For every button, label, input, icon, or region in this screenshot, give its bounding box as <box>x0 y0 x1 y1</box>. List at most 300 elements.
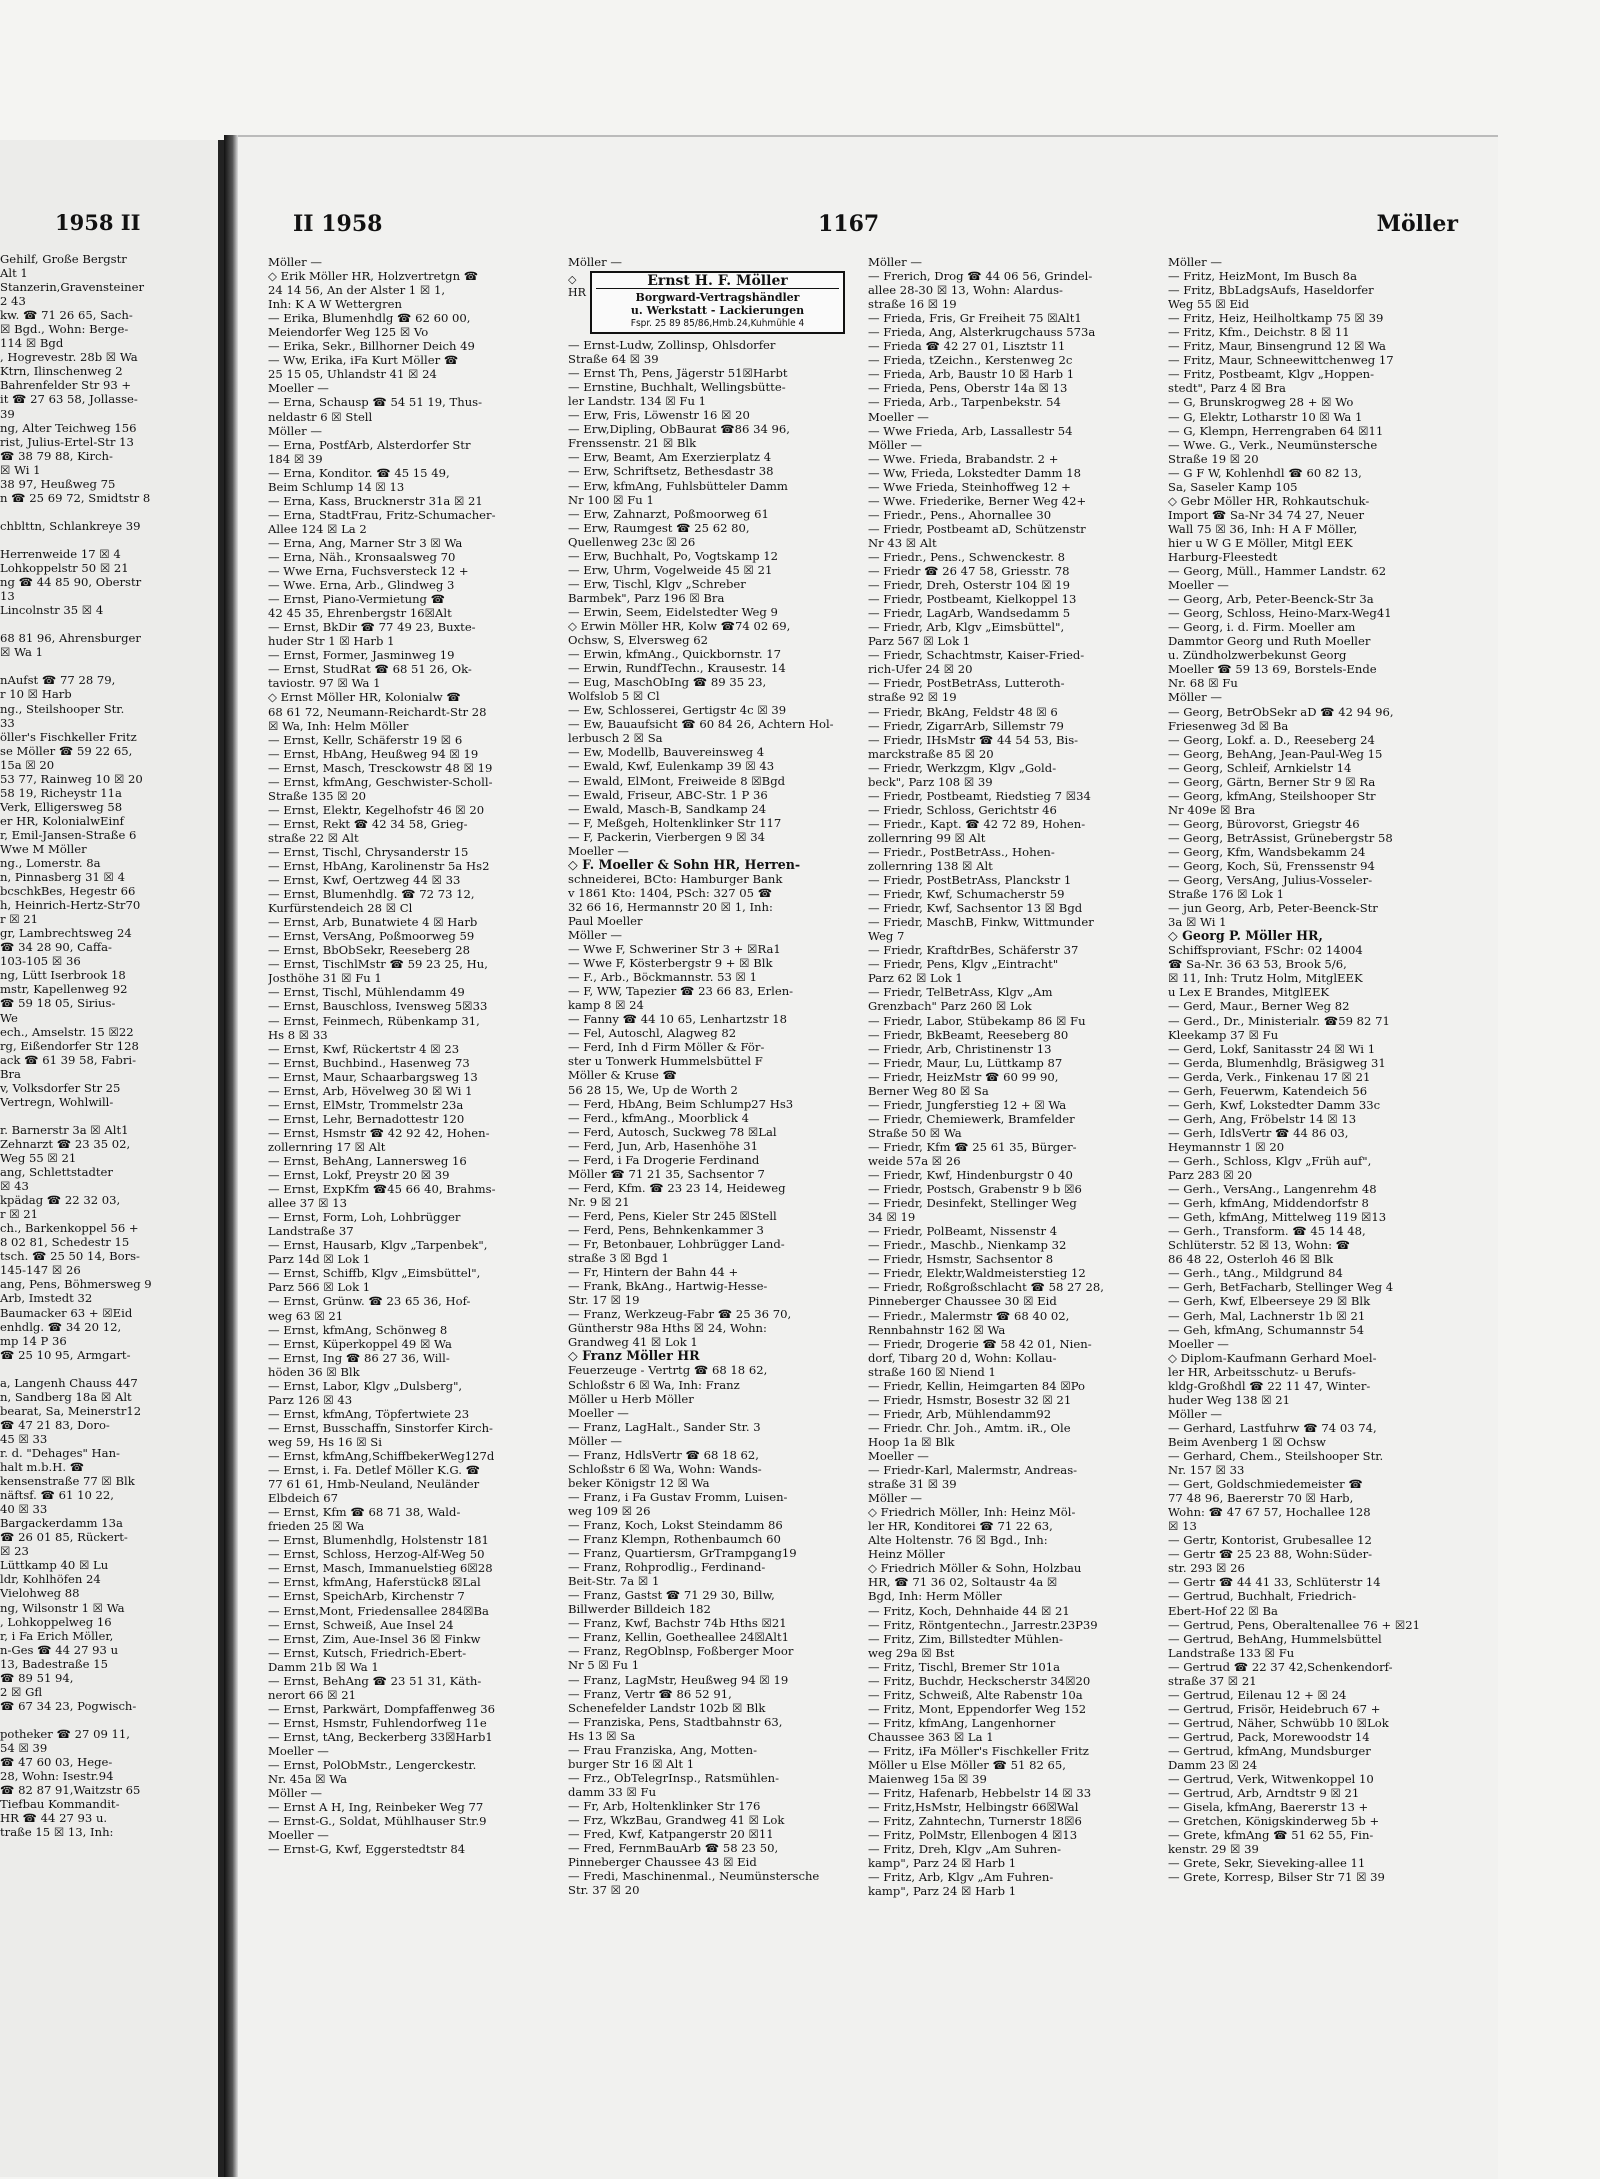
left-page <box>0 140 224 2177</box>
directory-entry-line: — Ferd, Autosch, Suckweg 78 ☒Lal <box>568 1124 777 1139</box>
directory-entry-line <box>0 659 212 673</box>
directory-entry-line: enhdlg. ☎ 34 20 12, <box>0 1319 122 1334</box>
directory-entry-line: We <box>0 1010 18 1025</box>
directory-entry-line: ster u Tonwerk Hummelsbüttel F <box>568 1054 763 1069</box>
directory-entry-line: 103-105 ☒ 36 <box>0 954 81 969</box>
directory-entry-line: — Ernst, Maur, Schaarbargsweg 13 <box>268 1069 478 1084</box>
directory-entry-line: — Ernst, Schweiß, Aue Insel 24 <box>268 1617 454 1632</box>
directory-entry-line: ng., Steilshooper Str. <box>0 701 125 716</box>
directory-entry-line: — Georg, Schloss, Heino-Marx-Weg41 <box>1168 606 1392 621</box>
directory-entry-line: — Ernst, Lokf, Preystr 20 ☒ 39 <box>268 1168 450 1183</box>
directory-entry-line: höden 36 ☒ Blk <box>268 1364 360 1379</box>
directory-entry-line: — Fred, Kwf, Katpangerstr 20 ☒11 <box>568 1827 774 1842</box>
directory-entry-line: Allee 124 ☒ La 2 <box>268 521 367 536</box>
directory-entry-line: ang, Pens, Böhmersweg 9 <box>0 1277 152 1292</box>
directory-entry-line: — Ernst, Kutsch, Friedrich-Ebert- <box>268 1645 467 1660</box>
directory-entry-line: ang, Schlettstadter <box>0 1165 113 1180</box>
directory-entry-line: 114 ☒ Bgd <box>0 336 64 351</box>
directory-entry-line: Alt 1 <box>0 266 28 281</box>
directory-entry-line: Dammtor Georg und Ruth Moeller <box>1168 634 1371 649</box>
directory-entry-line: — Georg, kfmAng, Steilshooper Str <box>1168 788 1376 803</box>
directory-entry-line: — Friedr, Postbeamt, Riedstieg 7 ☒34 <box>868 788 1091 803</box>
directory-entry-line: — Friedr, Schachtmstr, Kaiser-Fried- <box>868 648 1085 663</box>
directory-entry-line: — Fel, Autoschl, Alagweg 82 <box>568 1026 737 1041</box>
directory-entry-line: — Ferd, i Fa Drogerie Ferdinand <box>568 1152 760 1167</box>
directory-entry-line: — Ernst, Blumenhdlg. ☎ 72 73 12, <box>268 887 475 902</box>
directory-entry-line: 8 02 81, Schedestr 15 <box>0 1235 130 1250</box>
directory-entry-line: — Gerh, Kwf, Elbeerseye 29 ☒ Blk <box>1168 1294 1371 1309</box>
directory-entry-line: Rennbahnstr 162 ☒ Wa <box>868 1322 1006 1337</box>
directory-entry-line: Quellenweg 23c ☒ 26 <box>568 534 696 549</box>
directory-entry-line: — Friedr, PolBeamt, Nissenstr 4 <box>868 1224 1058 1239</box>
directory-entry-line: Möller — <box>268 423 322 438</box>
directory-entry-line: Parz 567 ☒ Lok 1 <box>868 634 971 649</box>
directory-column-2 <box>568 255 855 2155</box>
directory-entry-line: ☒ Wi 1 <box>0 462 41 477</box>
directory-entry-line: — Ewald, Masch-B, Sandkamp 24 <box>568 801 767 816</box>
directory-entry-line: straße 16 ☒ 19 <box>868 297 957 312</box>
directory-entry-line: n ☎ 25 69 72, Smidtstr 8 <box>0 490 151 505</box>
directory-entry-line: ◇ Erwin Möller HR, Kolw ☎74 02 69, <box>568 618 791 633</box>
directory-entry-line: — Ernst, Buchbind., Hasenweg 73 <box>268 1055 470 1070</box>
directory-entry-line: — Ernst, Hsmstr, Fuhlendorfweg 11e <box>268 1715 487 1730</box>
directory-entry-line: , Lohkoppelweg 16 <box>0 1614 112 1629</box>
directory-entry-line: 58 19, Richeystr 11a <box>0 785 122 800</box>
directory-entry-line: — Ernst, Kellr, Schäferstr 19 ☒ 6 <box>268 732 463 747</box>
directory-entry-line: kamp 8 ☒ 24 <box>568 998 644 1013</box>
directory-entry-line: — Gert, Goldschmiedemeister ☎ <box>1168 1477 1363 1492</box>
directory-entry-line: — Franz, HdlsVertr ☎ 68 18 62, <box>568 1447 759 1462</box>
directory-entry-line: — Erw, Fris, Löwenstr 16 ☒ 20 <box>568 408 750 423</box>
directory-entry-line: — Fritz, Maur, Schneewittchenweg 17 <box>1168 353 1394 368</box>
directory-entry-line: — Ernst, Form, Loh, Lohbrügger <box>268 1210 461 1225</box>
directory-entry-line: Str. 17 ☒ 19 <box>568 1293 640 1308</box>
directory-entry-line: ler HR, Konditorei ☎ 71 22 63, <box>868 1519 1053 1534</box>
directory-entry-line: Weg 55 ☒ Eid <box>1168 297 1250 312</box>
directory-entry-line: Parz 566 ☒ Lok 1 <box>268 1280 371 1295</box>
directory-entry-line: — Friedr-Karl, Malermstr, Andreas- <box>868 1463 1078 1478</box>
directory-entry-line: — Friedr, Schloss, Gerichtstr 46 <box>868 802 1057 817</box>
directory-entry-line: — Franz, RegOblnsp, Foßberger Moor <box>568 1644 794 1659</box>
directory-entry-line: Maienweg 15a ☒ 39 <box>868 1772 987 1787</box>
directory-entry-line: beker Königstr 12 ☒ Wa <box>568 1475 710 1490</box>
directory-entry-line: ☎ 82 87 91,Waitzstr 65 <box>0 1783 141 1798</box>
directory-entry-line: weg 63 ☒ 21 <box>268 1308 344 1323</box>
directory-entry-line: Arb, Imstedt 32 <box>0 1291 93 1306</box>
directory-entry-line: — Fritz, HeizMont, Im Busch 8a <box>1168 269 1357 284</box>
directory-entry-line: — Fritz, Kfm., Deichstr. 8 ☒ 11 <box>1168 325 1350 340</box>
directory-entry-line: — Frieda, Arb, Baustr 10 ☒ Harb 1 <box>868 367 1075 382</box>
directory-entry-line: ng ☎ 44 85 90, Oberstr <box>0 575 142 590</box>
ad-title: Ernst H. F. Möller <box>596 275 839 289</box>
directory-entry-line: n, Sandberg 18a ☒ Alt <box>0 1389 132 1404</box>
directory-entry-line: ler HR, Arbeitsschutz- u Berufs- <box>1168 1364 1356 1379</box>
directory-entry-line: — Gerh, kfmAng, Middendorfstr 8 <box>1168 1196 1369 1211</box>
directory-entry-line: — Ernst, Küperkoppel 49 ☒ Wa <box>268 1336 452 1351</box>
directory-entry-line: — Friedr, BkBeamt, Reeseberg 80 <box>868 1027 1069 1042</box>
directory-entry-line: Damm 23 ☒ 24 <box>1168 1758 1258 1773</box>
directory-entry-line: Nr. 9 ☒ 21 <box>568 1194 630 1209</box>
directory-entry-line: Möller — <box>1168 1406 1222 1421</box>
directory-entry-line: — Friedr, ZigarrArb, Sillemstr 79 <box>868 718 1064 733</box>
directory-entry-line: r. Barnerstr 3a ☒ Alt1 <box>0 1122 129 1137</box>
directory-entry-line: straße 160 ☒ Niend 1 <box>868 1364 996 1379</box>
directory-entry-line: — Ernst, BehAng, Lannersweg 16 <box>268 1154 467 1168</box>
directory-entry-line: — Gertrud, kfmAng, Mundsburger <box>1168 1743 1371 1758</box>
directory-entry-line: Schlüterstr. 52 ☒ 13, Wohn: ☎ <box>1168 1238 1351 1253</box>
directory-entry-line: Schenefelder Landstr 102b ☒ Blk <box>568 1700 766 1715</box>
directory-entry-line: str. 293 ☒ 26 <box>1168 1561 1245 1576</box>
directory-entry-line: — Friedr, MaschB, Finkw, Wittmunder <box>868 915 1094 930</box>
directory-entry-line: — Ernst, Tischl, Chrysanderstr 15 <box>268 844 469 859</box>
directory-entry-line: 33 <box>0 715 15 730</box>
directory-entry-line: ☒ Wa 1 <box>0 645 43 660</box>
directory-entry-line: — Franz, i Fa Gustav Fromm, Luisen- <box>568 1489 788 1504</box>
directory-entry-line: — Ernst-G., Soldat, Mühlhauser Str.9 <box>268 1814 487 1829</box>
directory-entry-line: — Ernstine, Buchhalt, Wellingsbütte- <box>568 380 786 395</box>
directory-entry-line: — Gretchen, Königskinderweg 5b + <box>1168 1814 1380 1829</box>
directory-entry-line: — Friedr, Postsch, Grabenstr 9 b ☒6 <box>868 1182 1082 1197</box>
directory-entry-line: — Ewald, Friseur, ABC-Str. 1 P 36 <box>568 787 768 802</box>
directory-entry-line: — Ernst, BkDir ☎ 77 49 23, Buxte- <box>268 620 476 635</box>
directory-entry-line: mp 14 P 36 <box>0 1333 67 1348</box>
directory-entry-line: — Georg, Müll., Hammer Landstr. 62 <box>1168 564 1387 579</box>
directory-entry-line: — Franz, Koch, Lokst Steindamm 86 <box>568 1517 783 1532</box>
directory-entry-line: Wolfslob 5 ☒ Cl <box>568 689 660 704</box>
directory-entry-line: r, i Fa Erich Möller, <box>0 1628 114 1643</box>
directory-entry-line: Stanzerin,Gravensteiner <box>0 280 144 295</box>
directory-entry-line: Verk, Elligersweg 58 <box>0 799 123 814</box>
directory-entry-line: ☎ 47 21 83, Doro- <box>0 1417 110 1432</box>
directory-entry-line: ◇ F. Moeller & Sohn HR, Herren- <box>568 857 801 872</box>
directory-entry-line: ng, Alter Teichweg 156 <box>0 420 137 435</box>
directory-entry-line: damm 33 ☒ Fu <box>568 1784 657 1799</box>
directory-entry-line: ◇ Franz Möller HR <box>568 1349 700 1364</box>
directory-entry-line: Nr. 157 ☒ 33 <box>1168 1463 1245 1478</box>
directory-entry-line: ☒ Bgd., Wohn: Berge- <box>0 322 129 337</box>
directory-entry-line: Frenssenstr. 21 ☒ Blk <box>568 436 697 451</box>
directory-entry-line: Möller ☎ 71 21 35, Sachsentor 7 <box>568 1166 765 1181</box>
directory-entry-line: — Ernst, Lehr, Bernadottestr 120 <box>268 1111 465 1126</box>
directory-entry-line: — Grete, kfmAng ☎ 51 62 55, Fin- <box>1168 1828 1374 1843</box>
directory-entry-line: — Gisela, kfmAng, Baererstr 13 + <box>1168 1800 1369 1815</box>
directory-entry-line: — Friedr, PostBetrAss, Planckstr 1 <box>868 873 1072 888</box>
advertisement-box <box>568 271 855 334</box>
directory-entry-line: r 10 ☒ Harb <box>0 687 72 702</box>
directory-entry-line: — Gerda, Verk., Finkenau 17 ☒ 21 <box>1168 1069 1371 1084</box>
directory-entry-line: Lüttkamp 40 ☒ Lu <box>0 1558 109 1573</box>
directory-entry-line: — Georg, Arb, Peter-Beenck-Str 3a <box>1168 592 1374 607</box>
directory-entry-line: — Erw,Dipling, ObBaurat ☎86 34 96, <box>568 422 790 437</box>
directory-entry-line: — Erw, Beamt, Am Exerzierplatz 4 <box>568 450 772 465</box>
directory-column-1 <box>268 255 555 2155</box>
directory-entry-line: nerort 66 ☒ 21 <box>268 1687 357 1702</box>
directory-entry-line: 3a ☒ Wi 1 <box>1168 915 1227 930</box>
directory-entry-line: ◇ Georg P. Möller HR, <box>1168 929 1323 944</box>
directory-entry-line: ☒ 11, Inh: Trutz Holm, MitglEEK <box>1168 971 1363 986</box>
directory-entry-line: — Erw, Zahnarzt, Poßmoorweg 61 <box>568 506 769 521</box>
directory-entry-line: — Fritz, Mont, Eppendorfer Weg 152 <box>868 1701 1087 1716</box>
directory-entry-line: ◇ Friedrich Möller & Sohn, Holzbau <box>868 1561 1082 1576</box>
directory-entry-line: — Friedr., Pens., Ahornallee 30 <box>868 507 1052 522</box>
ad-address: Fspr. 25 89 85/86,Hmb.24,Kuhmühle 4 <box>630 318 805 330</box>
directory-entry-line: — Friedr, Hsmstr, Sachsentor 8 <box>868 1252 1054 1267</box>
directory-entry-line: — Ernst, Elektr, Kegelhofstr 46 ☒ 20 <box>268 802 485 817</box>
directory-entry-line: — Fritz, PolMstr, Ellenbogen 4 ☒13 <box>868 1828 1078 1843</box>
directory-entry-line: — F, Packerin, Vierbergen 9 ☒ 34 <box>568 829 765 844</box>
directory-entry-line <box>0 505 212 519</box>
directory-entry-line: Meiendorfer Weg 125 ☒ Vo <box>268 325 429 340</box>
directory-entry-line: — Erna, StadtFrau, Fritz-Schumacher- <box>268 507 496 522</box>
directory-entry-line: ☎ Sa-Nr. 36 63 53, Brook 5/6, <box>1168 957 1347 972</box>
directory-entry-line: ☒ Wa, Inh: Helm Möller <box>268 718 409 733</box>
directory-entry-line: — Wwe F, Schweriner Str 3 + ☒Ra1 <box>568 942 781 957</box>
directory-entry-line: — Franz, Kellin, Goetheallee 24☒Alt1 <box>568 1630 789 1645</box>
directory-entry-line: — Friedr, Werkzgm, Klgv „Gold- <box>868 760 1057 775</box>
directory-entry-line: Güntherstr 98a Hths ☒ 24, Wohn: <box>568 1321 767 1336</box>
directory-entry-line: — Gertrud, Pack, Morewoodstr 14 <box>1168 1729 1370 1744</box>
directory-column-4 <box>1168 255 1455 2155</box>
directory-entry-line: Wall 75 ☒ 36, Inh: H A F Möller, <box>1168 521 1358 536</box>
directory-entry-line: — Friedr, KraftdrBes, Schäferstr 37 <box>868 943 1079 958</box>
directory-entry-line: halt m.b.H. ☎ <box>0 1460 85 1475</box>
directory-entry-line: stedt", Parz 4 ☒ Bra <box>1168 381 1286 396</box>
directory-entry-line: — Gerh., Schloss, Klgv „Früh auf", <box>1168 1154 1372 1168</box>
directory-entry-line: — Gerh., tAng., Mildgrund 84 <box>1168 1266 1343 1281</box>
directory-entry-line: — Frau Franziska, Ang, Motten- <box>568 1742 758 1757</box>
directory-entry-line: — G, Elektr, Lotharstr 10 ☒ Wa 1 <box>1168 409 1363 424</box>
directory-entry-line: — Friedr., Malermstr ☎ 68 40 02, <box>868 1308 1070 1323</box>
directory-entry-line: — Erw, kfmAng, Fuhlsbütteler Damm <box>568 478 788 493</box>
directory-entry-line: — Eug, MaschObIng ☎ 89 35 23, <box>568 675 767 690</box>
directory-entry-line: Damm 21b ☒ Wa 1 <box>268 1659 379 1674</box>
directory-entry-line <box>0 1362 212 1376</box>
directory-entry-line: — Friedr., Pens., Schwenckestr. 8 <box>868 549 1065 564</box>
directory-entry-line: Import ☎ Sa-Nr 34 74 27, Neuer <box>1168 507 1365 522</box>
directory-entry-line: allee 37 ☒ 13 <box>268 1196 348 1211</box>
directory-entry-line: — Erna, Konditor. ☎ 45 15 49, <box>268 465 450 480</box>
directory-entry-line: 15a ☒ 20 <box>0 757 55 772</box>
directory-entry-line: Friesenweg 3d ☒ Ba <box>1168 718 1289 733</box>
directory-entry-line: — Fredi, Maschinenmal., Neumünstersche <box>568 1869 820 1884</box>
directory-entry-line: n, Pinnasberg 31 ☒ 4 <box>0 870 125 885</box>
directory-entry-line: weg 29a ☒ Bst <box>868 1645 955 1660</box>
directory-entry-line: — Erna, Näh., Kronsaalsweg 70 <box>268 549 456 564</box>
directory-entry-line: — Erna, PostfArb, Alsterdorfer Str <box>268 437 471 452</box>
directory-entry-line: ldr, Kohlhöfen 24 <box>0 1572 101 1587</box>
directory-entry-line: — Erika, Blumenhdlg ☎ 62 60 00, <box>268 311 471 326</box>
directory-entry-line: — Friedr, LagArb, Wandsedamm 5 <box>868 606 1071 621</box>
directory-entry-line: rich-Ufer 24 ☒ 20 <box>868 662 973 677</box>
directory-entry-line: 184 ☒ 39 <box>268 451 323 466</box>
directory-entry-line: Grenzbach" Parz 260 ☒ Lok <box>868 999 1032 1014</box>
directory-entry-line: — Friedr, Postbeamt, Kielkoppel 13 <box>868 592 1077 607</box>
directory-entry-line: — Franz, LagMstr, Heußweg 94 ☒ 19 <box>568 1672 789 1687</box>
directory-entry-line: — Georg, i. d. Firm. Moeller am <box>1168 620 1356 635</box>
directory-entry-line: huder Weg 138 ☒ 21 <box>1168 1392 1291 1407</box>
directory-entry-line: — Friedr, Elektr,Waldmeisterstieg 12 <box>868 1266 1086 1281</box>
page-header <box>238 211 1498 241</box>
directory-entry-line: Alte Holtenstr. 76 ☒ Bgd., Inh: <box>868 1533 1048 1548</box>
directory-entry-line: Möller u Herb Möller <box>568 1391 694 1406</box>
directory-entry-line: h, Heinrich-Hertz-Str70 <box>0 898 141 913</box>
directory-entry-line: — Wwe. G., Verk., Neumünstersche <box>1168 437 1378 452</box>
directory-entry-line: schneiderei, BCto: Hamburger Bank <box>568 871 783 886</box>
directory-entry-line: weg 59, Hs 16 ☒ Si <box>268 1434 382 1449</box>
directory-entry-line: Moeller — <box>268 1828 329 1843</box>
directory-entry-line: 86 48 22, Osterloh 46 ☒ Blk <box>1168 1252 1334 1267</box>
directory-entry-line: ◇ Erik Möller HR, Holzvertretgn ☎ <box>268 269 479 284</box>
directory-entry-line: — Erwin, RundfTechn., Krausestr. 14 <box>568 661 786 676</box>
directory-entry-line: Möller — <box>568 1433 622 1448</box>
directory-entry-line: — Ww, Erika, iFa Kurt Möller ☎ <box>268 353 459 368</box>
directory-entry-line: ◇ Diplom-Kaufmann Gerhard Moel- <box>1168 1350 1377 1365</box>
directory-entry-line: Inh: K A W Wettergren <box>268 297 402 312</box>
directory-entry-line: Sa, Saseler Kamp 105 <box>1168 479 1298 494</box>
directory-entry-line: 68 81 96, Ahrensburger <box>0 631 141 646</box>
directory-entry-line: — Friedr, Jungferstieg 12 + ☒ Wa <box>868 1097 1067 1112</box>
directory-entry-line: Möller — <box>568 928 622 943</box>
ad-line-1: Borgward-Vertragshändler <box>635 291 800 305</box>
directory-entry-line: — Grete, Sekr, Sieveking-allee 11 <box>1168 1856 1366 1871</box>
directory-entry-line: Ktrn, Ilinschenweg 2 <box>0 364 123 379</box>
directory-entry-line: — Friedr, Labor, Stübekamp 86 ☒ Fu <box>868 1013 1086 1028</box>
left-page-header: 1958 II <box>55 210 141 235</box>
directory-entry-line: — G, Klempn, Herrengraben 64 ☒11 <box>1168 423 1384 438</box>
directory-entry-line: Lincolnstr 35 ☒ 4 <box>0 603 104 618</box>
directory-entry-line: — Ernst, StudRat ☎ 68 51 26, Ok- <box>268 662 472 677</box>
directory-entry-line: — Friedr ☎ 26 47 58, Griesstr. 78 <box>868 564 1070 579</box>
left-column <box>0 252 212 1839</box>
directory-entry-line: — Erna, Kass, Brucknerstr 31a ☒ 21 <box>268 493 483 508</box>
directory-entry-line: mstr, Kapellenweg 92 <box>0 982 128 997</box>
directory-entry-line: Tiefbau Kommandit- <box>0 1797 120 1812</box>
directory-entry-line: Weg 7 <box>868 929 905 944</box>
directory-entry-line: — Friedr, Hsmstr, Bosestr 32 ☒ 21 <box>868 1392 1072 1407</box>
directory-entry-line: — Friedr, Drogerie ☎ 58 42 01, Nien- <box>868 1336 1092 1351</box>
directory-entry-line: Nr 409e ☒ Bra <box>1168 802 1256 817</box>
directory-entry-line: — Gerh, Feuerwm, Katendeich 56 <box>1168 1083 1368 1098</box>
directory-entry-line: potheker ☎ 27 09 11, <box>0 1726 130 1741</box>
directory-entry-line: — Friedr. Chr. Joh., Amtm. iR., Ole <box>868 1420 1071 1435</box>
diamond-icon: ◇ <box>568 273 577 287</box>
directory-entry-line: Straße 135 ☒ 20 <box>268 788 366 803</box>
directory-entry-line: — Fritz, Heiz, Heilholtkamp 75 ☒ 39 <box>1168 311 1384 326</box>
directory-entry-line: 38 97, Heußweg 75 <box>0 476 116 491</box>
directory-entry-line: kamp", Parz 24 ☒ Harb 1 <box>868 1856 1017 1871</box>
directory-entry-line: — Gerh, IdlsVertr ☎ 44 86 03, <box>1168 1125 1349 1140</box>
directory-entry-line: Berner Weg 80 ☒ Sa <box>868 1083 989 1098</box>
directory-entry-line: — Friedr, Arb, Mühlendamm92 <box>868 1406 1052 1421</box>
directory-entry-line: — Friedr., Kapt. ☎ 42 72 89, Hohen- <box>868 816 1086 831</box>
directory-entry-line: Möller & Kruse ☎ <box>568 1068 677 1083</box>
directory-entry-line: — Gerh, Mal, Lachnerstr 1b ☒ 21 <box>1168 1308 1366 1323</box>
directory-entry-line: — Fritz, Dreh, Klgv „Am Suhren- <box>868 1842 1061 1857</box>
directory-entry-line: — Frieda, tZeichn., Kerstenweg 2c <box>868 353 1073 368</box>
directory-entry-line: it ☎ 27 63 58, Jollasse- <box>0 392 138 407</box>
directory-entry-line: — Ferd, HbAng, Beim Schlump27 Hs3 <box>568 1096 794 1111</box>
directory-entry-line: ☒ 43 <box>0 1179 29 1194</box>
directory-entry-line: ◇ Friedrich Möller, Inh: Heinz Möl- <box>868 1505 1076 1520</box>
directory-entry-line: — Georg, Gärtn, Berner Str 9 ☒ Ra <box>1168 774 1376 789</box>
directory-entry-line: — Frank, BkAng., Hartwig-Hesse- <box>568 1279 768 1294</box>
directory-entry-line: — Erna, Schausp ☎ 54 51 19, Thus- <box>268 395 483 410</box>
directory-entry-line: — Gertrud, Näher, Schwübb 10 ☒Lok <box>1168 1715 1389 1730</box>
directory-entry-line: straße 92 ☒ 19 <box>868 690 957 705</box>
directory-entry-line: straße 37 ☒ 21 <box>1168 1673 1257 1688</box>
directory-entry-line: — Fritz, Zahntechn, Turnerstr 18☒6 <box>868 1814 1082 1829</box>
directory-entry-line: — Wwe F, Kösterbergstr 9 + ☒ Blk <box>568 956 773 971</box>
directory-entry-line: — Gertr ☎ 44 41 33, Schlüterstr 14 <box>1168 1575 1381 1590</box>
directory-entry-line: Weg 55 ☒ 21 <box>0 1151 77 1165</box>
directory-entry-line: — Fritz, Koch, Dehnhaide 44 ☒ 21 <box>868 1603 1070 1618</box>
directory-entry-line: — Erwin, Seem, Eidelstedter Weg 9 <box>568 604 778 619</box>
directory-entry-line: — Ernst, Ing ☎ 86 27 36, Will- <box>268 1350 450 1365</box>
directory-entry-line: — Ernst-G, Kwf, Eggerstedtstr 84 <box>268 1842 466 1857</box>
directory-entry-line: — Georg, BetrObSekr aD ☎ 42 94 96, <box>1168 704 1394 719</box>
directory-entry-line: — Gertrud, Eilenau 12 + ☒ 24 <box>1168 1687 1347 1702</box>
directory-entry-line: Möller — <box>868 255 922 269</box>
directory-entry-line: kpädag ☎ 22 32 03, <box>0 1193 121 1208</box>
directory-entry-line: — Ernst, Tischl, Mühlendamm 49 <box>268 985 465 1000</box>
directory-entry-line: Straße 19 ☒ 20 <box>1168 451 1259 466</box>
directory-entry-line: näftsf. ☎ 61 10 22, <box>0 1488 114 1503</box>
directory-entry-line: — Ernst, Blumenhdlg, Holstenstr 181 <box>268 1533 489 1548</box>
directory-entry-line: beck", Parz 108 ☒ 39 <box>868 774 993 789</box>
directory-entry-line: — Erw, Tischl, Klgv „Schreber <box>568 576 746 591</box>
directory-entry-line: HR, ☎ 71 36 02, Soltaustr 4a ☒ <box>868 1575 1058 1590</box>
directory-entry-line: — Fritz, Maur, Binsengrund 12 ☒ Wa <box>1168 339 1386 354</box>
directory-entry-line: Feuerzeuge - Vertrtg ☎ 68 18 62, <box>568 1363 768 1378</box>
directory-entry-line: — Fritz, Schweiß, Alte Rabenstr 10a <box>868 1687 1083 1702</box>
directory-entry-line <box>0 533 212 547</box>
directory-entry-line: — Friedr, PostBetrAss, Lutteroth- <box>868 676 1065 691</box>
directory-entry-line: Moeller — <box>868 1448 929 1463</box>
directory-entry-line: — Ernst, Hausarb, Klgv „Tarpenbek", <box>268 1238 488 1253</box>
directory-entry-line: r. d. "Dehages" Han- <box>0 1445 120 1460</box>
directory-entry-line: — Erw, Uhrm, Vogelweide 45 ☒ 21 <box>568 562 773 577</box>
directory-entry-line: — F, WW, Tapezier ☎ 23 66 83, Erlen- <box>568 984 794 999</box>
directory-entry-line: u. Zündholzwerbekunst Georg <box>1168 648 1347 663</box>
directory-entry-line: — Friedr, Arb, Klgv „Eimsbüttel", <box>868 620 1065 635</box>
directory-entry-line: Moeller — <box>1168 1336 1229 1351</box>
directory-entry-line: Lohkoppelstr 50 ☒ 21 <box>0 561 129 576</box>
directory-entry-line: Nr 5 ☒ Fu 1 <box>568 1658 640 1673</box>
directory-entry-line: — Wwe. Friederike, Berner Weg 42+ <box>868 493 1087 508</box>
directory-entry-line: Heinz Möller <box>868 1547 945 1562</box>
directory-entry-line: — Ernst, BehAng ☎ 23 51 31, Käth- <box>268 1673 482 1688</box>
directory-entry-line: Josthöhe 31 ☒ Fu 1 <box>268 971 382 986</box>
directory-entry-line: Moeller — <box>268 381 329 396</box>
directory-entry-line: — Geh, kfmAng, Schumannstr 54 <box>1168 1322 1364 1337</box>
directory-entry-line: Vielohweg 88 <box>0 1586 80 1601</box>
directory-entry-line: — Erna, Ang, Marner Str 3 ☒ Wa <box>268 535 463 550</box>
directory-entry-line: ☎ 59 18 05, Sirius- <box>0 996 116 1011</box>
directory-entry-line: — Ferd, Pens, Behnkenkammer 3 <box>568 1223 764 1237</box>
directory-entry-line: 13, Badestraße 15 <box>0 1656 108 1671</box>
directory-entry-line: — Ferd, Pens, Kieler Str 245 ☒Stell <box>568 1208 777 1223</box>
directory-entry-line: — Ernst, Masch, Tresckowstr 48 ☒ 19 <box>268 760 493 775</box>
directory-entry-line: — Friedr, TelBetrAss, Klgv „Am <box>868 985 1053 1000</box>
directory-entry-line: — F, Meßgeh, Holtenklinker Str 117 <box>568 815 782 830</box>
directory-entry-line: — Geth, kfmAng, Mittelweg 119 ☒13 <box>1168 1210 1387 1225</box>
directory-entry-line: 42 45 35, Ehrenbergstr 16☒Alt <box>268 606 452 621</box>
directory-entry-line: — Friedr, IHsMstr ☎ 44 54 53, Bis- <box>868 732 1079 747</box>
directory-entry-line: — Ferd., kfmAng., Moorblick 4 <box>568 1110 749 1125</box>
directory-entry-line: — Ew, Schlosserei, Gertigstr 4c ☒ 39 <box>568 703 787 718</box>
directory-entry-line <box>0 617 212 631</box>
directory-entry-line: — Ernst, Kwf, Rückertstr 4 ☒ 23 <box>268 1041 460 1056</box>
